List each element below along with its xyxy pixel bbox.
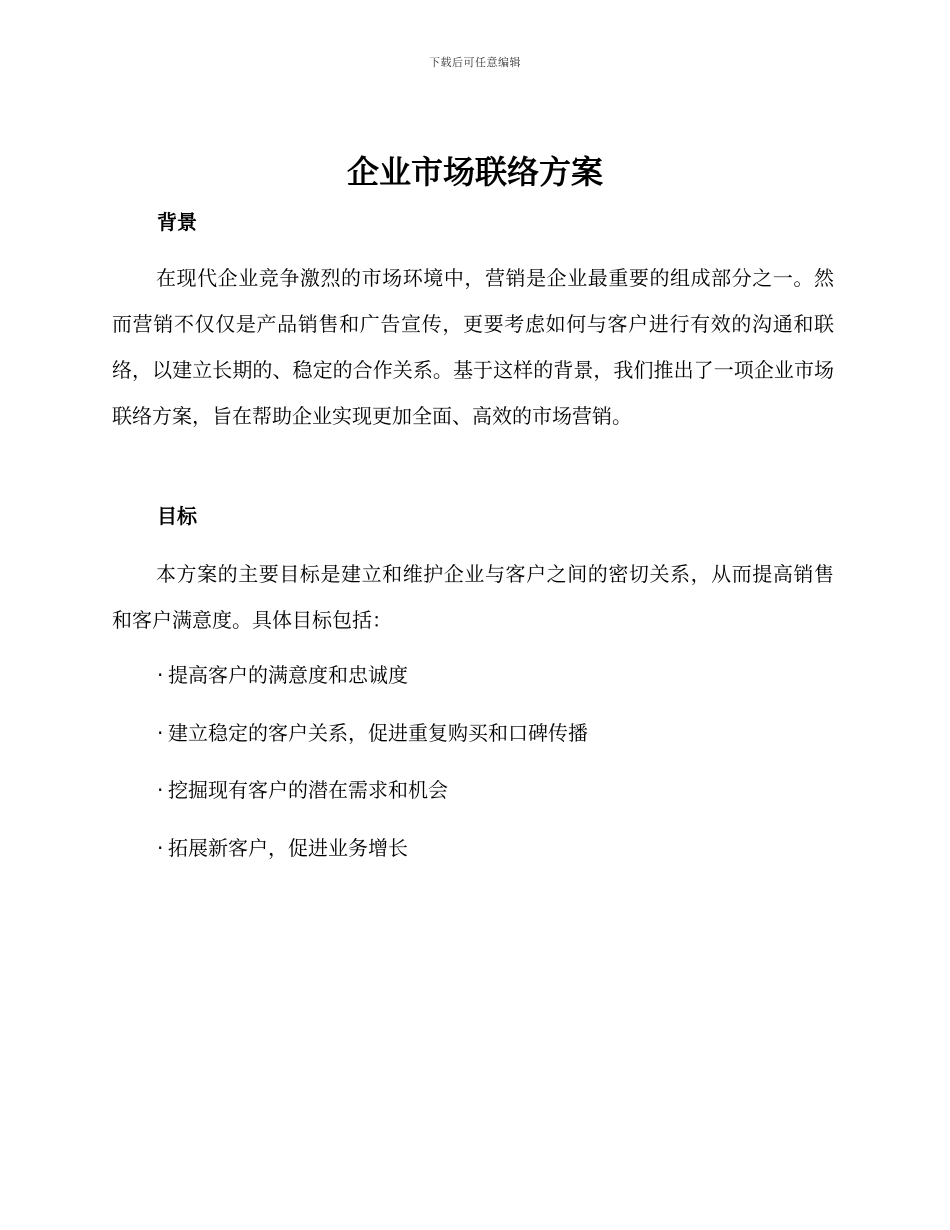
list-item bbox=[157, 829, 588, 867]
section-heading-goals: 目标 bbox=[157, 504, 197, 528]
list-item-text: 建立稳定的客户关系，促进重复购买和口碑传播 bbox=[168, 720, 588, 745]
goals-bullet-list bbox=[157, 656, 588, 886]
list-item bbox=[157, 771, 588, 809]
bullet-dot-icon: · bbox=[157, 835, 164, 860]
bullet-dot-icon: · bbox=[157, 663, 164, 687]
bullet-dot-icon: · bbox=[157, 778, 164, 802]
section-heading-background: 背景 bbox=[157, 210, 197, 234]
bullet-dot-icon: · bbox=[157, 720, 164, 745]
list-item-text: 提高客户的满意度和忠诚度 bbox=[168, 663, 408, 687]
list-item bbox=[157, 714, 588, 752]
header-note: 下载后可任意编辑 bbox=[429, 56, 521, 69]
list-item-text: 拓展新客户，促进业务增长 bbox=[168, 835, 408, 860]
section-paragraph-goals: 本方案的主要目标是建立和维护企业与客户之间的密切关系，从而提高销售和客户满意度。具体目标包括： bbox=[112, 562, 834, 632]
list-item-text: 挖掘现有客户的潜在需求和机会 bbox=[168, 778, 448, 802]
section-paragraph-background: 在现代企业竞争激烈的市场环境中，营销是企业最重要的组成部分之一。然而营销不仅仅是产品销售和广告宣传，更要考虑如何与客户进行有效的沟通和联络，以建立长期的、稳定的合作关系。基于这样的背景，我们推出了一项企业市场联络方案，旨在帮助企业实现更加全面、高效的市场营销。 bbox=[112, 266, 834, 428]
document-title: 企业市场联络方案 bbox=[346, 153, 603, 191]
list-item bbox=[157, 656, 588, 694]
